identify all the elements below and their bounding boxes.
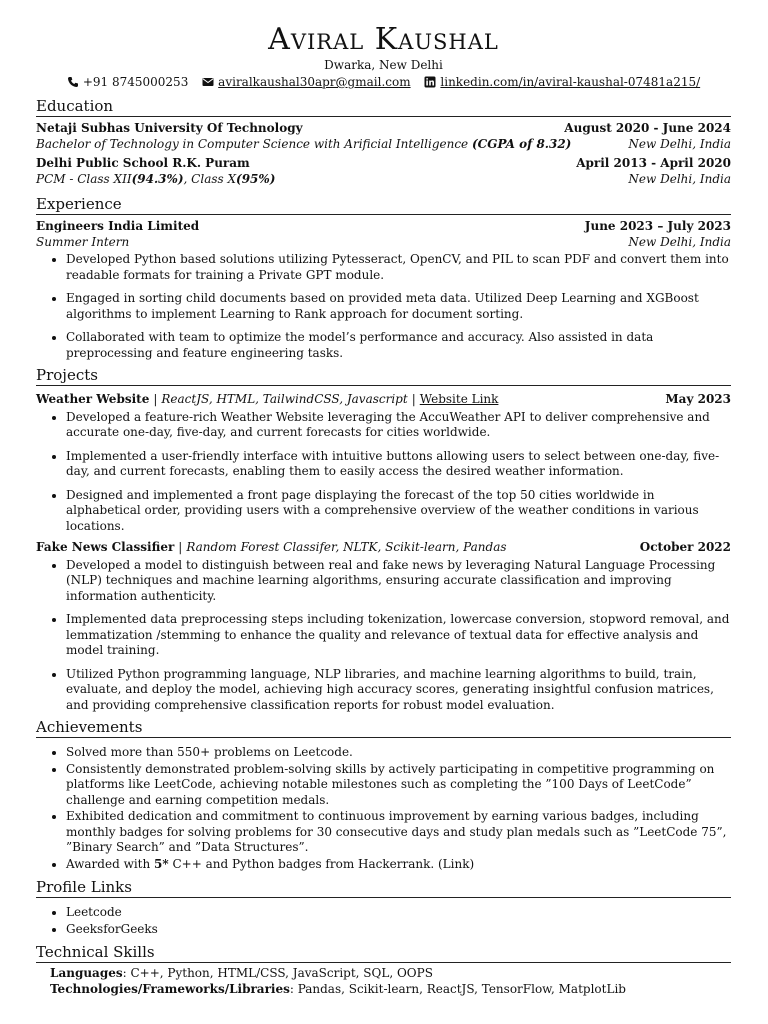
achievement-rating: 5* bbox=[154, 856, 169, 871]
project-tech: Random Forest Classifer, NLTK, Scikit-learn, Pandas bbox=[186, 540, 507, 554]
profile-links-heading: Profile Links bbox=[36, 878, 731, 898]
candidate-location: Dwarka, New Delhi bbox=[324, 58, 443, 72]
technical-skills-heading: Technical Skills bbox=[36, 943, 731, 963]
project-bullets bbox=[36, 558, 731, 714]
education-dates: April 2013 - April 2020 bbox=[576, 156, 731, 170]
degree-x: , Class X bbox=[183, 171, 237, 186]
degree: Bachelor of Technology in Computer Science with Arificial Intelligence bbox=[36, 136, 469, 151]
education-location: New Delhi, India bbox=[628, 171, 731, 186]
project-date: May 2023 bbox=[665, 392, 731, 406]
linkedin-link[interactable]: linkedin.com/in/aviral-kaushal-07481a215/ bbox=[440, 75, 701, 89]
linkedin-icon bbox=[424, 76, 436, 88]
skills-block bbox=[36, 966, 731, 997]
languages-label: Languages bbox=[50, 966, 123, 980]
project-name: Weather Website bbox=[36, 392, 150, 406]
experience-entry bbox=[36, 219, 731, 361]
technologies-row bbox=[50, 982, 731, 998]
project-date: October 2022 bbox=[639, 540, 731, 554]
phone-icon bbox=[67, 76, 79, 88]
phone-contact bbox=[67, 74, 189, 90]
school-name: Delhi Public School R.K. Puram bbox=[36, 156, 250, 170]
list-item: • Engaged in sorting child documents based on provided meta data. Utilized Deep Learning and XGBoost algorithms to implement Learning to Rank approach for document sorting. bbox=[66, 291, 731, 322]
languages-value: : C++, Python, HTML/CSS, JavaScript, SQL, OOPS bbox=[122, 966, 433, 980]
list-item: • Utilized Python programming language, NLP libraries, and machine learning algorithms to build, train, evaluate, and deploy the model, achieving high accuracy scores, generating insightful confusion matrices, and providing comprehensive classification reports for robust model evaluation. bbox=[66, 667, 731, 714]
education-heading: Education bbox=[36, 97, 731, 117]
project-weather: Weather Website | ReactJS, HTML, TailwindCSS, Javascript | Website Link May 2023 • Developed a feature-rich Weather Website leveraging the AccuWeather API to deliver comprehensive and accurate one-day, five-day, and current forecasts for cities worldwide. • Implemented a user-friendly interface with intuitive buttons allowing users to select between one-day, five-day, and current forecasts, enabling them to easily access the desired weather information. • Designed and implemented a front page displaying the forecast of the top 50 cities worldwide in alphabetical order, providing users with a comprehensive overview of the weather conditions in various locations. bbox=[36, 392, 731, 534]
leetcode-link[interactable]: • Leetcode bbox=[66, 905, 731, 921]
list-item: • Developed a feature-rich Weather Website leveraging the AccuWeather API to deliver comprehensive and accurate one-day, five-day, and current forecasts for cities worldwide. bbox=[66, 410, 731, 441]
geeksforgeeks-link[interactable]: • GeeksforGeeks bbox=[66, 922, 731, 938]
education-location: New Delhi, India bbox=[628, 136, 731, 151]
projects-heading: Projects bbox=[36, 366, 731, 386]
email-link[interactable]: aviralkaushal30apr@gmail.com bbox=[218, 75, 411, 89]
envelope-icon bbox=[202, 76, 214, 88]
list-item bbox=[66, 857, 731, 873]
phone-number: +91 8745000253 bbox=[82, 75, 189, 89]
resume bbox=[36, 22, 731, 997]
list-item: • Collaborated with team to optimize the model’s performance and accuracy. Also assisted in data preprocessing and feature engineering tasks. bbox=[66, 330, 731, 361]
profile-links-list bbox=[36, 905, 731, 937]
grade: (CGPA of 8.32) bbox=[471, 136, 572, 151]
school-name: Netaji Subhas University Of Technology bbox=[36, 121, 303, 135]
email-contact[interactable] bbox=[202, 74, 410, 90]
list-item: • Solved more than 550+ problems on Leetcode. bbox=[66, 745, 731, 761]
achievement-text: C++ and Python badges from Hackerrank. (Link) bbox=[168, 856, 475, 871]
project-name: Fake News Classifier bbox=[36, 540, 175, 554]
list-item: • Implemented data preprocessing steps including tokenization, lowercase conversion, stopword removal, and lemmatization /stemming to enhance the quality and relevance of textual data for effective analysis and model training. bbox=[66, 612, 731, 659]
candidate-name: Aviral Kaushal bbox=[268, 22, 499, 57]
project-tech: ReactJS, HTML, TailwindCSS, Javascript bbox=[161, 392, 408, 406]
achievement-text: Awarded with bbox=[66, 856, 155, 871]
project-fake-news: Fake News Classifier | Random Forest Classifer, NLTK, Scikit-learn, Pandas October 2022 • Developed a model to distinguish between real and fake news by leveraging Natural Language Processing (NLP) techniques and machine learning algorithms, ensuring accurate classification and improving information authenticity. • Implemented data preprocessing steps including tokenization, lowercase conversion, stopword removal, and lemmatization /stemming to enhance the quality and relevance of textual data for effective analysis and model training. • Utilized Python programming language, NLP libraries, and machine learning algorithms to build, train, evaluate, and deploy the model, achieving high accuracy scores, generating insightful confusion matrices, and providing comprehensive classification reports for robust model evaluation. bbox=[36, 540, 731, 713]
degree-xii: PCM - Class XII bbox=[36, 171, 132, 186]
education-entry-nsut bbox=[36, 121, 731, 152]
list-item: • Developed a model to distinguish between real and fake news by leveraging Natural Language Processing (NLP) techniques and machine learning algorithms, ensuring accurate classification and improving information authenticity. bbox=[66, 558, 731, 605]
grade-xii: (94.3%) bbox=[131, 171, 184, 186]
technologies-label: Technologies/Frameworks/Libraries bbox=[50, 981, 290, 996]
education-entry-dps bbox=[36, 156, 731, 187]
list-item: • Exhibited dedication and commitment to continuous improvement by earning various badges, including monthly badges for solving problems for 30 consecutive days and study plan medals such as ”LeetCode 75”, ”Binary Search” and ”Data Structures”. bbox=[66, 809, 731, 856]
experience-location: New Delhi, India bbox=[628, 234, 731, 249]
contact-line bbox=[36, 74, 731, 92]
grade-x: (95%) bbox=[236, 171, 276, 186]
achievements-heading: Achievements bbox=[36, 718, 731, 738]
experience-bullets bbox=[36, 252, 731, 361]
list-item: • Designed and implemented a front page displaying the forecast of the top 50 cities worldwide in alphabetical order, providing users with a comprehensive overview of the weather conditions in various locations. bbox=[66, 488, 731, 535]
website-link[interactable]: Website Link bbox=[419, 392, 499, 406]
experience-dates: June 2023 – July 2023 bbox=[584, 219, 731, 233]
list-item: • Consistently demonstrated problem-solving skills by actively participating in competitive programming on platforms like LeetCode, achieving notable milestones such as completing the ”100 Days of LeetCode” challenge and earning competition medals. bbox=[66, 762, 731, 809]
project-bullets bbox=[36, 410, 731, 535]
list-item: • Implemented a user-friendly interface with intuitive buttons allowing users to select between one-day, five-day, and current forecasts, enabling them to easily access the desired weather information. bbox=[66, 449, 731, 480]
technologies-value: : Pandas, Scikit-learn, ReactJS, TensorFlow, MatplotLib bbox=[289, 981, 626, 996]
linkedin-contact[interactable] bbox=[424, 74, 700, 90]
education-dates: August 2020 - June 2024 bbox=[564, 121, 731, 135]
achievements-list bbox=[36, 745, 731, 872]
list-item: • Developed Python based solutions utilizing Pytesseract, OpenCV, and PIL to scan PDF and convert them into readable formats for training a Private GPT module. bbox=[66, 252, 731, 283]
role: Summer Intern bbox=[36, 234, 130, 249]
company-name: Engineers India Limited bbox=[36, 219, 200, 233]
languages-row bbox=[50, 966, 731, 982]
experience-heading: Experience bbox=[36, 195, 731, 215]
